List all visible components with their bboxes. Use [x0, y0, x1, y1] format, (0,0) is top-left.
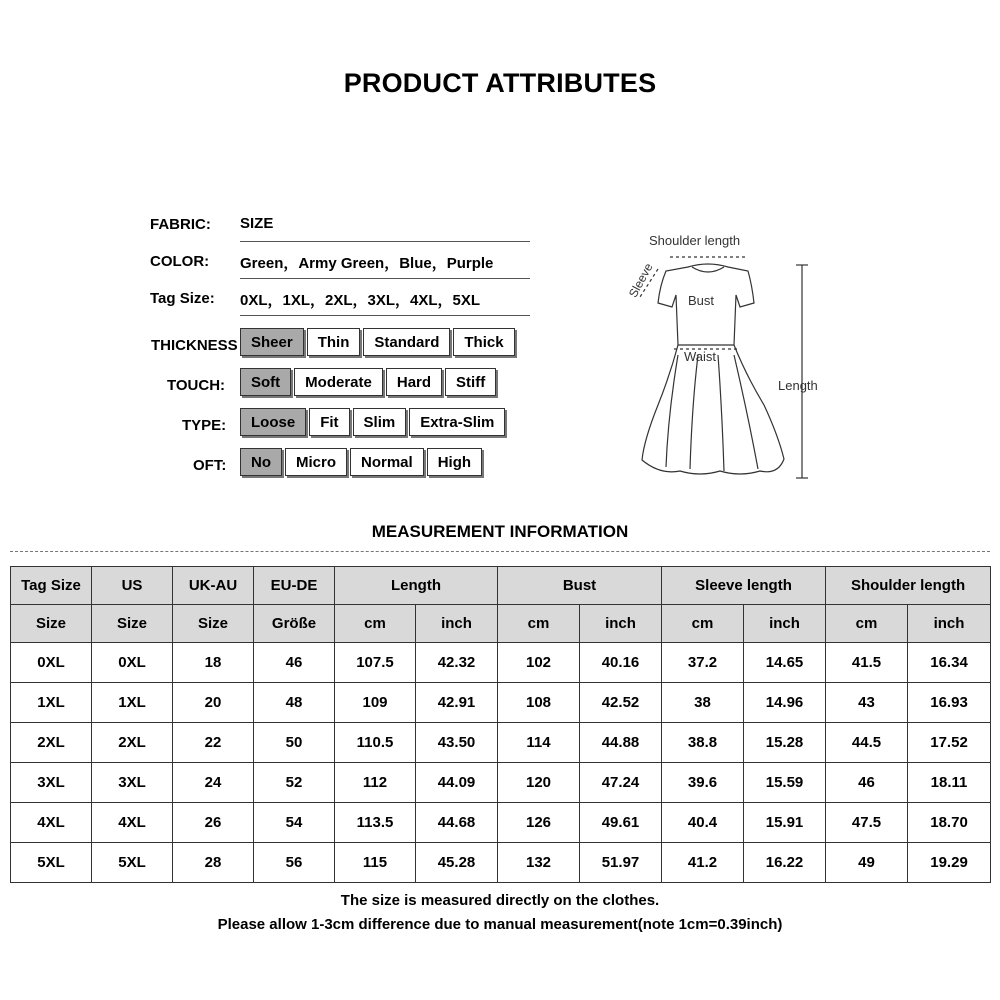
oft-option-micro: Micro [285, 448, 347, 476]
touch-label: TOUCH: [167, 377, 226, 394]
table-cell: 108 [498, 683, 580, 723]
table-cell: 112 [335, 763, 416, 803]
touch-option-soft: Soft [240, 368, 291, 396]
waist-label: Waist [684, 349, 717, 364]
table-cell: 44.5 [826, 723, 908, 763]
table-cell: 41.5 [826, 643, 908, 683]
table-cell: 46 [826, 763, 908, 803]
table-row [11, 683, 991, 723]
table-cell: 19.29 [908, 843, 991, 883]
table-cell: 47.5 [826, 803, 908, 843]
subheader-cell: cm [335, 605, 416, 643]
page-title: PRODUCT ATTRIBUTES [343, 68, 657, 98]
measurement-title: MEASUREMENT INFORMATION [371, 522, 629, 541]
table-cell: 20 [173, 683, 254, 723]
fabric-label: FABRIC: [150, 216, 211, 233]
table-cell: 51.97 [580, 843, 662, 883]
header-cell: Length [335, 567, 498, 605]
fabric-value: SIZE [240, 215, 274, 232]
table-row [11, 803, 991, 843]
header-cell: EU-DE [254, 567, 335, 605]
subheader-cell: Size [92, 605, 173, 643]
table-cell: 15.91 [744, 803, 826, 843]
table-body [11, 643, 991, 883]
subheader-cell: Size [11, 605, 92, 643]
table-cell: 2XL [92, 723, 173, 763]
tagsize-label: Tag Size: [150, 290, 215, 307]
subheader-cell: cm [498, 605, 580, 643]
oft-option-no: No [240, 448, 282, 476]
thickness-option-standard: Standard [363, 328, 450, 356]
oft-options [240, 448, 482, 476]
subheader-cell: cm [662, 605, 744, 643]
table-cell: 18.11 [908, 763, 991, 803]
table-header-row [11, 567, 991, 605]
table-cell: 44.68 [416, 803, 498, 843]
table-cell: 3XL [11, 763, 92, 803]
sleeve-label: Sleeve [625, 260, 656, 300]
bust-label: Bust [688, 293, 715, 308]
table-cell: 47.24 [580, 763, 662, 803]
table-cell: 16.93 [908, 683, 991, 723]
table-cell: 4XL [92, 803, 173, 843]
thickness-option-sheer: Sheer [240, 328, 304, 356]
table-cell: 115 [335, 843, 416, 883]
type-label: TYPE: [182, 417, 227, 434]
length-label: Length [778, 378, 818, 393]
thickness-option-thick: Thick [453, 328, 514, 356]
table-cell: 1XL [11, 683, 92, 723]
table-row [11, 723, 991, 763]
table-cell: 50 [254, 723, 335, 763]
table-cell: 102 [498, 643, 580, 683]
divider [240, 278, 530, 279]
touch-option-stiff: Stiff [445, 368, 496, 396]
divider [240, 315, 530, 316]
touch-option-moderate: Moderate [294, 368, 383, 396]
touch-option-hard: Hard [386, 368, 442, 396]
table-cell: 43 [826, 683, 908, 723]
table-cell: 42.91 [416, 683, 498, 723]
table-cell: 26 [173, 803, 254, 843]
note-measured: The size is measured directly on the clothes. [340, 892, 660, 909]
tagsize-value: 0XL，1XL，2XL，3XL，4XL，5XL [240, 292, 481, 309]
table-subheader-row [11, 605, 991, 643]
table-cell: 18 [173, 643, 254, 683]
table-cell: 44.09 [416, 763, 498, 803]
table-cell: 3XL [92, 763, 173, 803]
table-cell: 2XL [11, 723, 92, 763]
type-option-extra-slim: Extra-Slim [409, 408, 505, 436]
header-cell: Sleeve length [662, 567, 826, 605]
table-cell: 38.8 [662, 723, 744, 763]
subheader-cell: cm [826, 605, 908, 643]
table-cell: 42.32 [416, 643, 498, 683]
oft-label: OFT: [193, 457, 227, 474]
table-cell: 41.2 [662, 843, 744, 883]
table-cell: 42.52 [580, 683, 662, 723]
table-row [11, 843, 991, 883]
table-cell: 52 [254, 763, 335, 803]
type-option-slim: Slim [353, 408, 407, 436]
table-cell: 4XL [11, 803, 92, 843]
table-cell: 43.50 [416, 723, 498, 763]
dotted-divider [10, 551, 990, 552]
table-cell: 1XL [92, 683, 173, 723]
table-cell: 46 [254, 643, 335, 683]
table-cell: 37.2 [662, 643, 744, 683]
table-cell: 40.16 [580, 643, 662, 683]
header-cell: Shoulder length [826, 567, 991, 605]
note-difference: Please allow 1-3cm difference due to manual measurement(note 1cm=0.39inch) [217, 916, 783, 933]
table-cell: 126 [498, 803, 580, 843]
thickness-label: THICKNESS [151, 337, 238, 354]
size-table [10, 566, 991, 883]
table-cell: 132 [498, 843, 580, 883]
table-cell: 54 [254, 803, 335, 843]
divider [240, 241, 530, 242]
type-option-fit: Fit [309, 408, 349, 436]
table-cell: 15.59 [744, 763, 826, 803]
table-cell: 5XL [11, 843, 92, 883]
table-cell: 48 [254, 683, 335, 723]
table-cell: 114 [498, 723, 580, 763]
table-cell: 45.28 [416, 843, 498, 883]
table-cell: 38 [662, 683, 744, 723]
table-row [11, 763, 991, 803]
type-option-loose: Loose [240, 408, 306, 436]
table-cell: 28 [173, 843, 254, 883]
oft-option-normal: Normal [350, 448, 424, 476]
subheader-cell: inch [908, 605, 991, 643]
header-cell: Bust [498, 567, 662, 605]
table-cell: 56 [254, 843, 335, 883]
table-cell: 49 [826, 843, 908, 883]
subheader-cell: inch [416, 605, 498, 643]
table-cell: 16.22 [744, 843, 826, 883]
table-row [11, 643, 991, 683]
table-cell: 5XL [92, 843, 173, 883]
table-cell: 0XL [92, 643, 173, 683]
table-cell: 120 [498, 763, 580, 803]
table-cell: 39.6 [662, 763, 744, 803]
table-cell: 40.4 [662, 803, 744, 843]
table-cell: 49.61 [580, 803, 662, 843]
header-cell: Tag Size [11, 567, 92, 605]
subheader-cell: Size [173, 605, 254, 643]
color-value: Green，Army Green，Blue，Purple [240, 255, 494, 272]
touch-options [240, 368, 496, 396]
header-cell: UK-AU [173, 567, 254, 605]
oft-option-high: High [427, 448, 482, 476]
color-label: COLOR: [150, 253, 210, 270]
header-cell: US [92, 567, 173, 605]
table-cell: 107.5 [335, 643, 416, 683]
table-cell: 16.34 [908, 643, 991, 683]
table-cell: 24 [173, 763, 254, 803]
table-cell: 0XL [11, 643, 92, 683]
subheader-cell: inch [580, 605, 662, 643]
table-cell: 109 [335, 683, 416, 723]
table-cell: 17.52 [908, 723, 991, 763]
table-cell: 22 [173, 723, 254, 763]
thickness-option-thin: Thin [307, 328, 361, 356]
table-cell: 14.65 [744, 643, 826, 683]
thickness-options [240, 328, 515, 356]
table-cell: 18.70 [908, 803, 991, 843]
shoulder-length-label: Shoulder length [649, 233, 741, 248]
table-cell: 14.96 [744, 683, 826, 723]
type-options [240, 408, 505, 436]
table-cell: 110.5 [335, 723, 416, 763]
subheader-cell: Größe [254, 605, 335, 643]
subheader-cell: inch [744, 605, 826, 643]
table-cell: 15.28 [744, 723, 826, 763]
table-cell: 113.5 [335, 803, 416, 843]
dress-diagram [600, 225, 840, 495]
table-cell: 44.88 [580, 723, 662, 763]
